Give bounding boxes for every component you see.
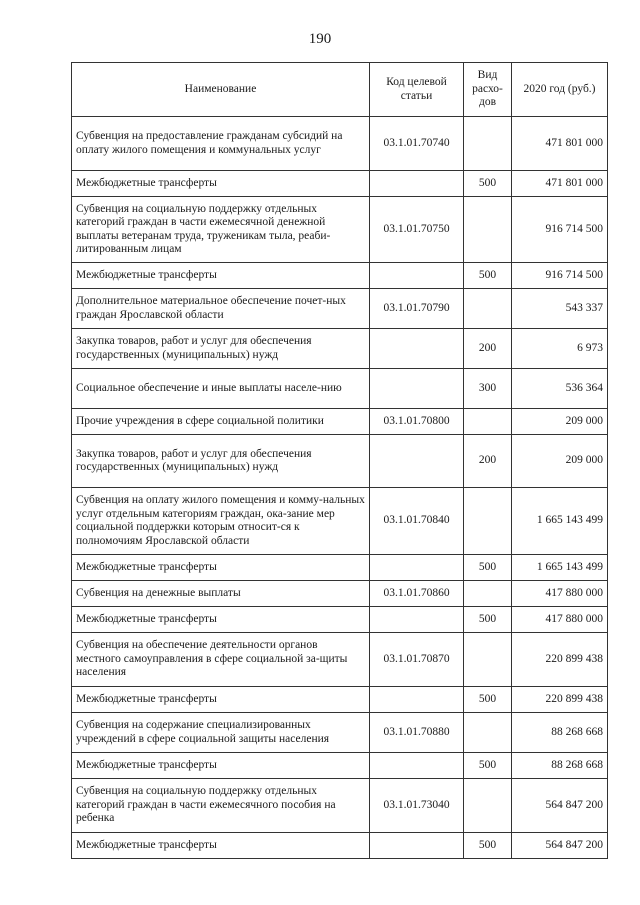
row-name: Межбюджетные трансферты <box>72 753 370 779</box>
row-type <box>464 289 512 329</box>
row-code: 03.1.01.70860 <box>370 581 464 607</box>
row-code: 03.1.01.70880 <box>370 713 464 753</box>
table-header-row <box>72 63 608 117</box>
row-amount: 564 847 200 <box>512 779 608 833</box>
row-type <box>464 581 512 607</box>
row-type <box>464 117 512 171</box>
table-row <box>72 197 608 263</box>
row-type <box>464 197 512 263</box>
row-name: Субвенция на оплату жилого помещения и комму-нальных услуг отдельным категориям граждан, ока-зание мер социальной поддержки которым относит-ся к полномочиям Ярославской области <box>72 488 370 555</box>
row-name: Прочие учреждения в сфере социальной политики <box>72 409 370 435</box>
row-name: Субвенция на социальную поддержку отдельных категорий граждан в части ежемесячной денежной выплаты ветеранам труда, труженикам тыла, реаби-литированным лицам <box>72 197 370 263</box>
table-row <box>72 117 608 171</box>
row-name: Межбюджетные трансферты <box>72 607 370 633</box>
row-type <box>464 409 512 435</box>
row-type <box>464 633 512 687</box>
row-type: 500 <box>464 833 512 859</box>
budget-table <box>71 62 608 859</box>
table-row <box>72 409 608 435</box>
row-amount: 543 337 <box>512 289 608 329</box>
row-code <box>370 329 464 369</box>
row-name: Межбюджетные трансферты <box>72 833 370 859</box>
table-row <box>72 369 608 409</box>
row-name: Межбюджетные трансферты <box>72 263 370 289</box>
row-name: Межбюджетные трансферты <box>72 171 370 197</box>
row-name: Субвенция на обеспечение деятельности органов местного самоуправления в сфере социальной за-щиты населения <box>72 633 370 687</box>
row-type: 300 <box>464 369 512 409</box>
row-amount: 220 899 438 <box>512 633 608 687</box>
row-name: Субвенция на предоставление гражданам субсидий на оплату жилого помещения и коммунальных услуг <box>72 117 370 171</box>
header-type: Вид расхо-дов <box>464 63 512 117</box>
row-name: Социальное обеспечение и иные выплаты населе-нию <box>72 369 370 409</box>
row-amount: 564 847 200 <box>512 833 608 859</box>
row-type <box>464 779 512 833</box>
table-row <box>72 435 608 488</box>
row-amount: 6 973 <box>512 329 608 369</box>
table-row <box>72 581 608 607</box>
table-row <box>72 263 608 289</box>
row-amount: 1 665 143 499 <box>512 488 608 555</box>
row-amount: 471 801 000 <box>512 117 608 171</box>
row-code <box>370 435 464 488</box>
table-row <box>72 753 608 779</box>
row-amount: 209 000 <box>512 409 608 435</box>
row-code <box>370 555 464 581</box>
row-type: 500 <box>464 555 512 581</box>
row-code <box>370 607 464 633</box>
row-code <box>370 369 464 409</box>
table-row <box>72 329 608 369</box>
row-name: Межбюджетные трансферты <box>72 687 370 713</box>
row-code <box>370 833 464 859</box>
table-row <box>72 488 608 555</box>
row-code: 03.1.01.70840 <box>370 488 464 555</box>
row-type: 500 <box>464 687 512 713</box>
row-amount: 417 880 000 <box>512 581 608 607</box>
row-code: 03.1.01.70750 <box>370 197 464 263</box>
table-row <box>72 289 608 329</box>
row-code <box>370 263 464 289</box>
row-code: 03.1.01.70790 <box>370 289 464 329</box>
row-type <box>464 488 512 555</box>
row-code <box>370 753 464 779</box>
row-name: Субвенция на денежные выплаты <box>72 581 370 607</box>
row-code <box>370 687 464 713</box>
table-row <box>72 171 608 197</box>
row-code: 03.1.01.70740 <box>370 117 464 171</box>
row-code: 03.1.01.73040 <box>370 779 464 833</box>
row-amount: 471 801 000 <box>512 171 608 197</box>
row-type: 500 <box>464 753 512 779</box>
row-name: Субвенция на содержание специализированных учреждений в сфере социальной защиты населения <box>72 713 370 753</box>
row-amount: 1 665 143 499 <box>512 555 608 581</box>
page-number: 190 <box>308 31 332 47</box>
row-amount: 220 899 438 <box>512 687 608 713</box>
table-row <box>72 779 608 833</box>
table-row <box>72 833 608 859</box>
row-code: 03.1.01.70870 <box>370 633 464 687</box>
row-amount: 916 714 500 <box>512 197 608 263</box>
table-row <box>72 713 608 753</box>
row-type: 200 <box>464 435 512 488</box>
row-type: 500 <box>464 607 512 633</box>
table-row <box>72 633 608 687</box>
row-amount: 209 000 <box>512 435 608 488</box>
row-type: 200 <box>464 329 512 369</box>
row-amount: 88 268 668 <box>512 713 608 753</box>
table-row <box>72 687 608 713</box>
row-code <box>370 171 464 197</box>
row-amount: 536 364 <box>512 369 608 409</box>
row-name: Закупка товаров, работ и услуг для обеспечения государственных (муниципальных) нужд <box>72 329 370 369</box>
row-amount: 916 714 500 <box>512 263 608 289</box>
row-amount: 88 268 668 <box>512 753 608 779</box>
row-type: 500 <box>464 171 512 197</box>
row-name: Субвенция на социальную поддержку отдельных категорий граждан в части ежемесячного пособия на ребенка <box>72 779 370 833</box>
row-type: 500 <box>464 263 512 289</box>
row-type <box>464 713 512 753</box>
row-name: Закупка товаров, работ и услуг для обеспечения государственных (муниципальных) нужд <box>72 435 370 488</box>
row-code: 03.1.01.70800 <box>370 409 464 435</box>
header-amount: 2020 год (руб.) <box>512 63 608 117</box>
header-name: Наименование <box>72 63 370 117</box>
row-name: Межбюджетные трансферты <box>72 555 370 581</box>
table-row <box>72 555 608 581</box>
table-row <box>72 607 608 633</box>
row-amount: 417 880 000 <box>512 607 608 633</box>
row-name: Дополнительное материальное обеспечение почет-ных граждан Ярославской области <box>72 289 370 329</box>
header-code: Код целевой статьи <box>370 63 464 117</box>
